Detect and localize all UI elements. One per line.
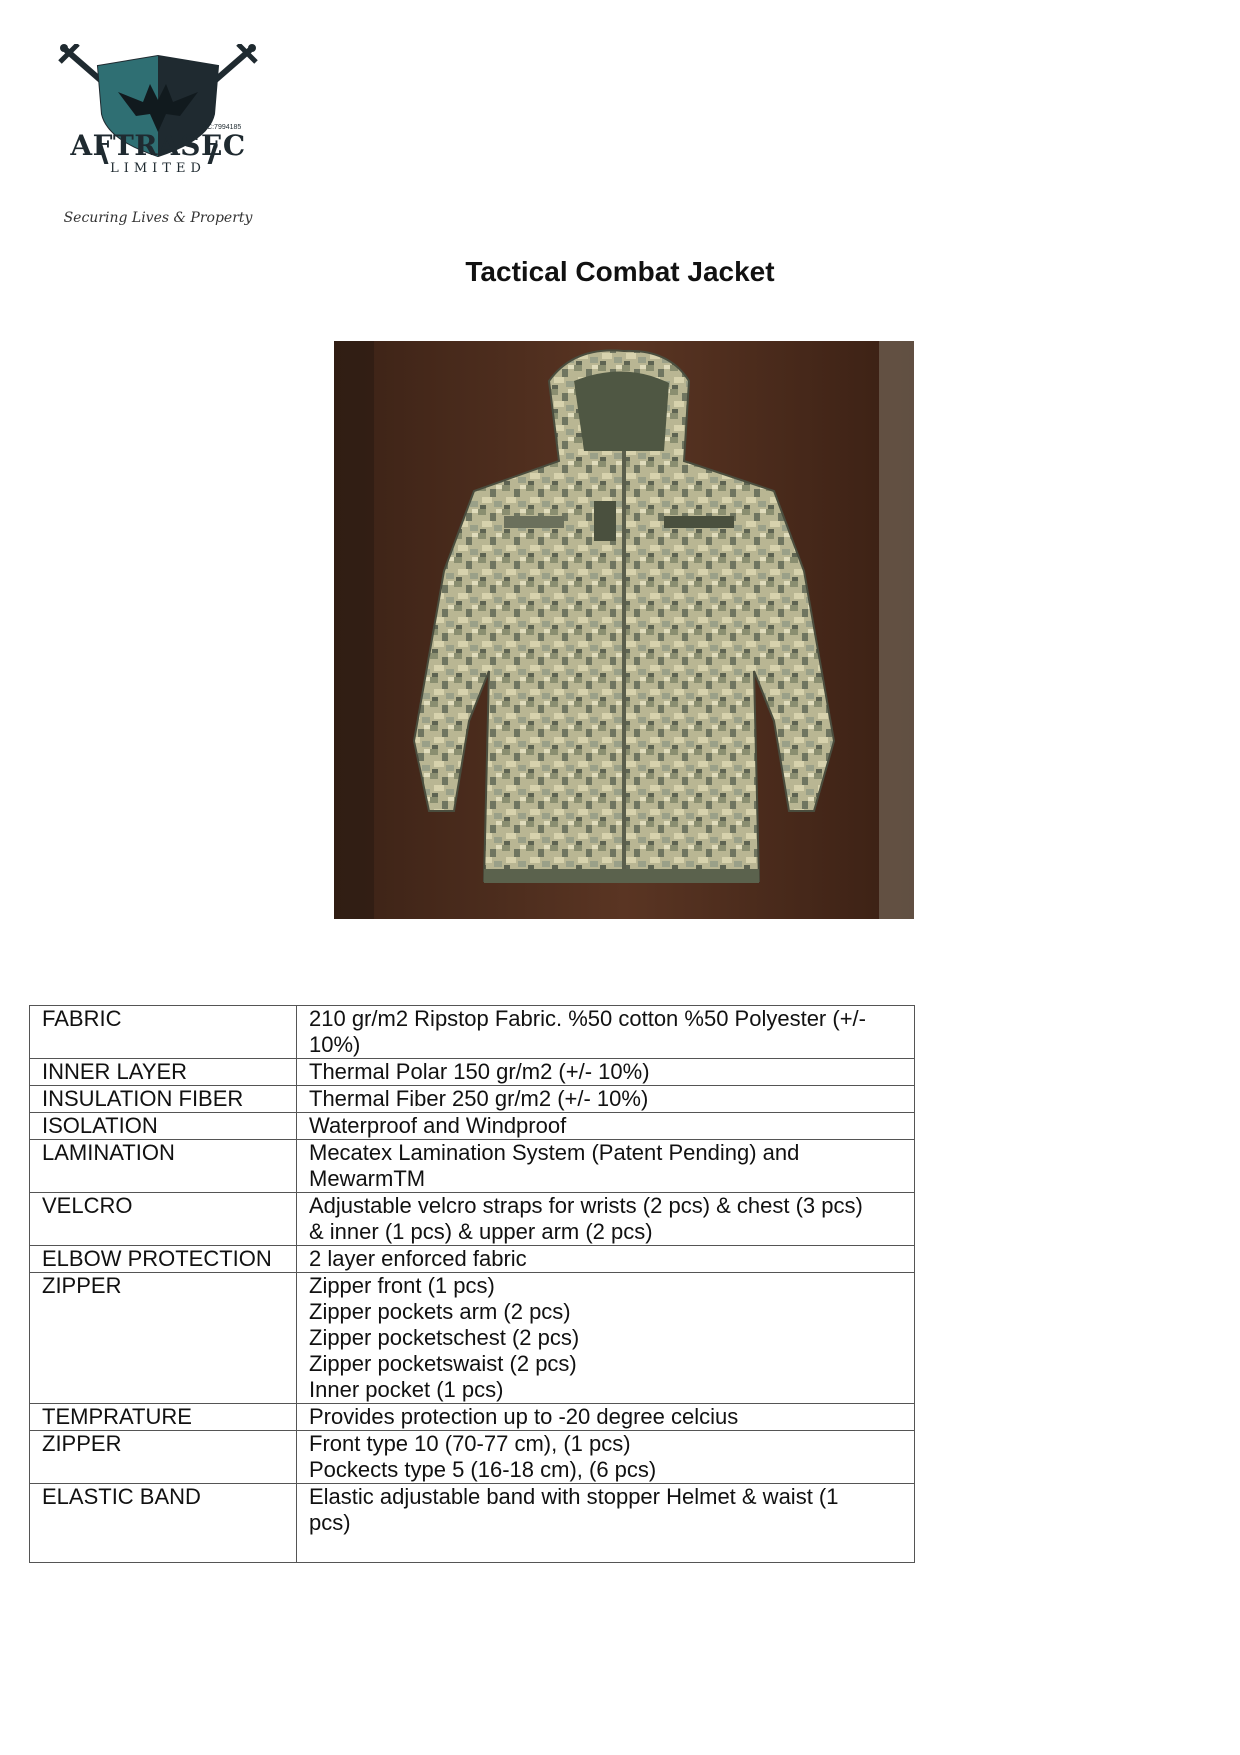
logo-tagline: Securing Lives & Property — [63, 210, 253, 226]
spec-label: ELBOW PROTECTION — [30, 1246, 297, 1273]
spec-row — [30, 1273, 915, 1404]
spec-label: VELCRO — [30, 1193, 297, 1246]
spec-value — [297, 1193, 915, 1246]
spec-value — [297, 1113, 915, 1140]
spec-value — [297, 1246, 915, 1273]
spec-label: ZIPPER — [30, 1273, 297, 1404]
spec-value-line: 2 layer enforced fabric — [309, 1246, 527, 1271]
spec-value-line: pcs) — [309, 1510, 351, 1535]
spec-row — [30, 1086, 915, 1113]
spec-row — [30, 1006, 915, 1059]
spec-row — [30, 1431, 915, 1484]
company-logo — [58, 44, 258, 234]
spec-value — [297, 1404, 915, 1431]
spec-value-line: 10%) — [309, 1032, 361, 1057]
spec-label: TEMPRATURE — [30, 1404, 297, 1431]
spec-label: INSULATION FIBER — [30, 1086, 297, 1113]
spec-value — [297, 1059, 915, 1086]
spec-value — [297, 1140, 915, 1193]
spec-label: ELASTIC BAND — [30, 1484, 297, 1563]
spec-row — [30, 1193, 915, 1246]
spec-row — [30, 1484, 915, 1563]
spec-value-line: Front type 10 (70-77 cm), (1 pcs) — [309, 1431, 631, 1456]
spec-label: ISOLATION — [30, 1113, 297, 1140]
spec-table — [29, 1005, 915, 1563]
spec-row — [30, 1113, 915, 1140]
spec-row — [30, 1140, 915, 1193]
spec-value-line: Provides protection up to -20 degree celcius — [309, 1404, 739, 1429]
spec-value-line: Thermal Fiber 250 gr/m2 (+/- 10%) — [309, 1086, 649, 1111]
spec-value — [297, 1273, 915, 1404]
spec-value-line: Mecatex Lamination System (Patent Pending) and — [309, 1140, 800, 1165]
spec-label: LAMINATION — [30, 1140, 297, 1193]
spec-value-line: 210 gr/m2 Ripstop Fabric. %50 cotton %50 Polyester (+/- — [309, 1006, 866, 1031]
camouflage-jacket-image — [334, 341, 914, 919]
spec-value-line: Waterproof and Windproof — [309, 1113, 567, 1138]
spec-value-line: Elastic adjustable band with stopper Helmet & waist (1 — [309, 1484, 839, 1509]
spec-value — [297, 1006, 915, 1059]
spec-label: INNER LAYER — [30, 1059, 297, 1086]
spec-value-line: MewarmTM — [309, 1166, 426, 1191]
spec-value-line: Pockects type 5 (16-18 cm), (6 pcs) — [309, 1457, 657, 1482]
spec-row — [30, 1404, 915, 1431]
spec-value-line: & inner (1 pcs) & upper arm (2 pcs) — [309, 1219, 653, 1244]
spec-label: ZIPPER — [30, 1431, 297, 1484]
logo-subtitle: LIMITED — [110, 161, 206, 176]
spec-value-line: Zipper pockets arm (2 pcs) — [309, 1299, 571, 1324]
spec-value — [297, 1086, 915, 1113]
logo-brand: AFTRASEC — [70, 129, 246, 162]
spec-value-line: Inner pocket (1 pcs) — [309, 1377, 504, 1402]
spec-value-line: Thermal Polar 150 gr/m2 (+/- 10%) — [309, 1059, 650, 1084]
spec-value-line: Zipper pocketswaist (2 pcs) — [309, 1351, 577, 1376]
jacket-photo — [334, 341, 914, 919]
spec-value — [297, 1431, 915, 1484]
spec-value-line: Adjustable velcro straps for wrists (2 pcs) & chest (3 pcs) — [309, 1193, 863, 1218]
spec-row — [30, 1059, 915, 1086]
page-title: Tactical Combat Jacket — [465, 256, 775, 287]
spec-row — [30, 1246, 915, 1273]
spec-value-line: Zipper pocketschest (2 pcs) — [309, 1325, 580, 1350]
spec-label: FABRIC — [30, 1006, 297, 1059]
spec-value-line: Zipper front (1 pcs) — [309, 1273, 495, 1298]
registration-number: RC:7994185 — [202, 124, 242, 131]
spec-value — [297, 1484, 915, 1563]
